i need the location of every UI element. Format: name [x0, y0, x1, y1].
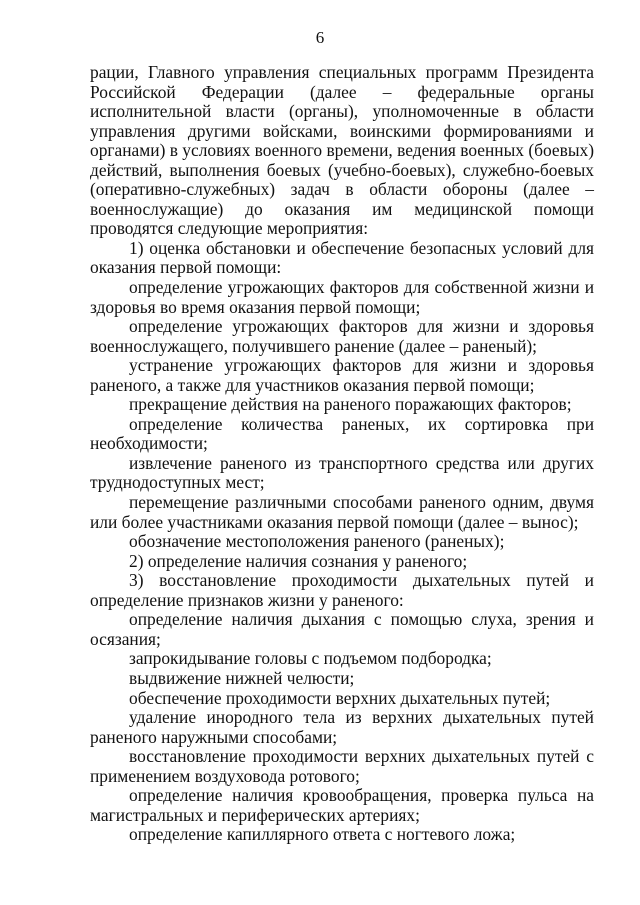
paragraph: определение наличия кровообращения, проверка пульса на магистральных и периферических артериях;: [90, 785, 594, 825]
paragraph: удаление инородного тела из верхних дыхательных путей раненого наружными способами;: [90, 707, 594, 747]
paragraph: перемещение различными способами раненого одним, двумя или более участниками оказания первой помощи (далее – вынос);: [90, 492, 594, 532]
paragraph: обозначение местоположения раненого (раненых);: [129, 531, 505, 552]
paragraph: устранение угрожающих факторов для жизни и здоровья раненого, а также для участников оказания первой помощи;: [90, 355, 594, 395]
page-number: 6: [315, 28, 325, 47]
paragraph: выдвижение нижней челюсти;: [129, 667, 355, 688]
paragraph: извлечение раненого из транспортного средства или других труднодоступных мест;: [90, 452, 594, 493]
paragraph: определение капиллярного ответа с ногтевого ложа;: [129, 824, 516, 845]
paragraph: 3) восстановление проходимости дыхательных путей и определение признаков жизни у раненого:: [90, 570, 594, 610]
paragraph: определение количества раненых, их сортировка при необходимости;: [90, 413, 594, 454]
paragraph: определение угрожающих факторов для жизни и здоровья военнослужащего, получившего ранение (далее – раненый);: [90, 316, 594, 356]
paragraph: 1) оценка обстановки и обеспечение безопасных условий для оказания первой помощи:: [90, 237, 594, 278]
paragraph: восстановление проходимости верхних дыхательных путей с применением воздуховода ротового;: [90, 746, 594, 786]
paragraph: рации, Главного управления специальных программ Президента Российской Федерации (далее – федеральные органы исполнительной власти (органы), уполномоченные в области управления другими войсками, воинскими формированиями и органами) в условиях военного времени, ведения военных (боевых) действий, выполнения боевых (учебно-боевых), служебно-боевых (оперативно-служебных) задач в области обороны (далее – военнослужащие) до оказания им медицинской помощи проводятся следующие мероприятия:: [90, 62, 594, 239]
paragraph: определение наличия дыхания с помощью слуха, зрения и осязания;: [90, 609, 594, 649]
paragraph: запрокидывание головы с подъемом подбородка;: [129, 648, 492, 669]
paragraph: обеспечение проходимости верхних дыхательных путей;: [129, 687, 551, 708]
document-body: [90, 63, 594, 845]
paragraph: 2) определение наличия сознания у раненого;: [129, 550, 468, 571]
paragraph: прекращение действия на раненого поражающих факторов;: [129, 394, 572, 415]
paragraph: определение угрожающих факторов для собственной жизни и здоровья во время оказания первой помощи;: [90, 277, 594, 317]
